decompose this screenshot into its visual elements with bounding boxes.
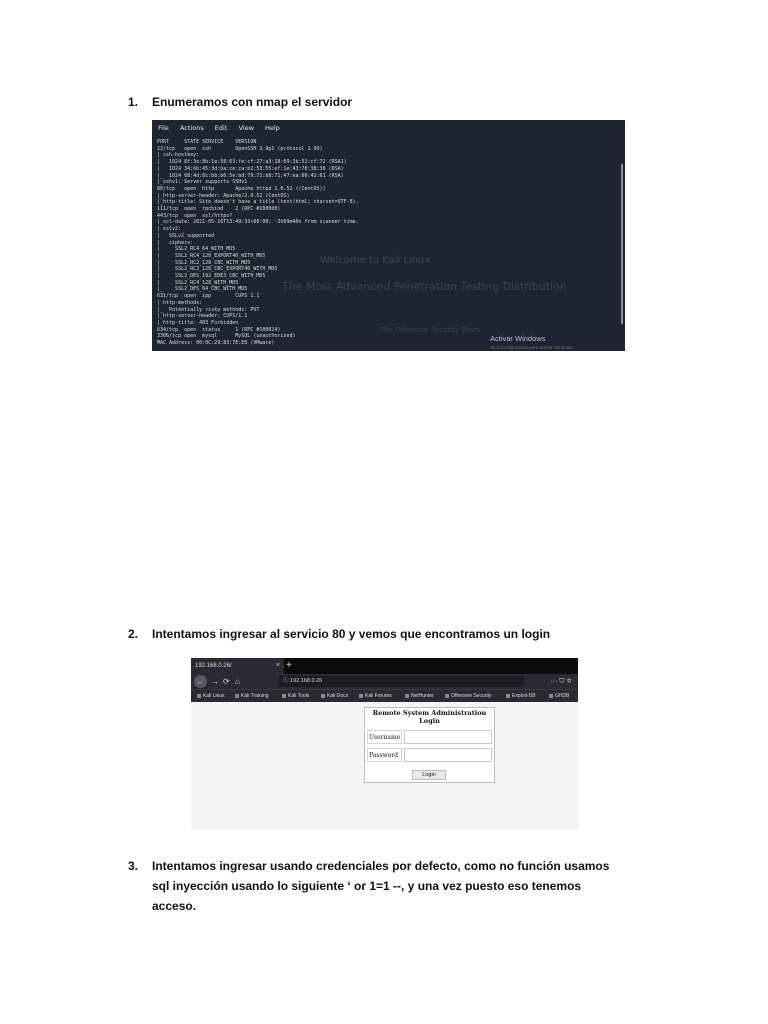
terminal-line: | sslv2:	[157, 226, 182, 233]
windows-activation-title: Activar Windows	[490, 334, 546, 343]
terminal-line: | SSL2_RC4_128_WITH_MD5	[157, 279, 239, 286]
tab-title: 192.168.0.26/	[195, 663, 232, 669]
terminal-line: | SSL2_DES_192_EDE3_CBC_WITH_MD5	[157, 273, 266, 280]
terminal-line: | ssh-hostkey:	[157, 152, 200, 159]
terminal-line: 631/tcp open ipp CUPS 1.1	[157, 293, 260, 300]
terminal-line: |_http-server-header: Apache/2.0.52 (CentOS)	[157, 192, 290, 199]
url-text: 192.168.0.26	[290, 678, 323, 684]
menu-edit[interactable]: Edit	[214, 124, 228, 132]
terminal-line: | SSL2_RC4_128_EXPORT40_WITH_MD5	[157, 252, 266, 259]
step-2	[128, 624, 551, 644]
bookmark-item[interactable]: Kali Training	[235, 690, 269, 702]
bookmarks-bar	[191, 689, 578, 702]
step-1	[128, 92, 353, 112]
terminal-line: 443/tcp open ssl/https?	[157, 212, 233, 219]
step-text: Enumeramos con nmap el servidor	[152, 95, 353, 109]
bookmark-item[interactable]: Kali Docs	[321, 690, 348, 702]
username-row	[367, 730, 492, 745]
bookmark-item[interactable]: Kali Linux	[197, 690, 225, 702]
url-bar[interactable]	[279, 676, 524, 687]
step-text: Intentamos ingresar usando credenciales por defecto, como no función usamos sql inyección usando lo siguiente ‘ or 1=1 --, y una vez puesto eso tenemos acceso.	[152, 859, 610, 913]
login-title	[365, 709, 494, 725]
menu-view[interactable]: View	[238, 124, 254, 132]
terminal-line: | SSL2_RC2_128_CBC_EXPORT40_WITH_MD5	[157, 266, 278, 273]
terminal-line: | 1024 8f:3e:8b:1e:58:63:fe:cf:27:a3:18:09:3b:52:cf:72 (RSA1)	[157, 159, 347, 166]
bookmark-item[interactable]: Kali Forums	[359, 690, 392, 702]
bookmark-item[interactable]: Kali Tools	[282, 690, 309, 702]
background-text: Welcome to Kali Linux	[320, 255, 431, 266]
terminal-scrollbar[interactable]	[621, 164, 623, 324]
menu-help[interactable]: Help	[264, 124, 280, 132]
terminal-screenshot	[152, 120, 625, 351]
login-title-line2: Login	[419, 717, 440, 725]
terminal-line: 3306/tcp open mysql MySQL (unauthorized)	[157, 333, 296, 340]
terminal-output	[157, 139, 359, 347]
terminal-line: | SSLv2 supported	[157, 232, 215, 239]
terminal-line: | SSL2_RC2_128_CBC_WITH_MD5	[157, 259, 251, 266]
terminal-line: 22/tcp open ssh OpenSSH 3.9p1 (protocol 1.99)	[157, 145, 323, 152]
home-icon[interactable]: ⌂	[235, 677, 240, 686]
forward-arrow-icon[interactable]: →	[211, 677, 219, 686]
terminal-line: |_ 1024 68:4d:8c:bb:b6:5e:bd:79:71:b8:71:47:ea:00:42:61 (RSA)	[157, 172, 344, 179]
terminal-line: |_sshv1: Server supports SSHv1	[157, 179, 248, 186]
login-title-line1: Remote System Administration	[372, 709, 487, 717]
terminal-line: 634/tcp open status 1 (RPC #100024)	[157, 326, 281, 333]
new-tab-icon[interactable]: +	[286, 660, 292, 671]
bookmark-item[interactable]: Exploit-DB	[506, 690, 536, 702]
url-actions-icons[interactable]: ··· ⛉ ☆	[550, 678, 572, 685]
bookmark-item[interactable]: Offensive Security	[445, 690, 491, 702]
login-form	[364, 707, 495, 783]
browser-tab[interactable]	[191, 658, 284, 674]
terminal-line: |_ SSL2_DES_64_CBC_WITH_MD5	[157, 286, 248, 293]
background-text: The Offensive Security Team	[380, 326, 481, 334]
password-field[interactable]	[404, 748, 492, 762]
terminal-line: |_ssl-date: 2021-05-16T13:49:33+00:00; -3h09m40s from scanner time.	[157, 219, 359, 226]
navigation-bar	[191, 674, 578, 689]
tab-bar	[191, 658, 578, 674]
step-3	[128, 856, 610, 913]
terminal-line: |_http-server-header: CUPS/1.1	[157, 313, 248, 320]
terminal-line: | 1024 34:6b:45:3d:ba:ce:ca:b2:53:55:ef:1e:43:70:38:36 (DSA)	[157, 165, 344, 172]
browser-screenshot	[191, 658, 578, 830]
step-number: 2.	[128, 627, 139, 641]
step-text: Intentamos ingresar al servicio 80 y vemos que encontramos un login	[152, 627, 551, 641]
login-button[interactable]: Login	[412, 770, 446, 780]
page-content	[191, 702, 578, 830]
bookmark-item[interactable]: GHDB	[549, 690, 569, 702]
password-row	[367, 748, 492, 763]
terminal-line: MAC Address: 00:0C:29:83:7E:E8 (VMware)	[157, 340, 275, 347]
back-arrow-icon[interactable]: ←	[194, 675, 207, 688]
info-icon: ⓘ	[283, 678, 291, 684]
username-label: Username	[367, 730, 402, 744]
background-text: The Most Advanced Penetration Testing Distribution	[282, 280, 567, 293]
menu-actions[interactable]: Actions	[179, 124, 204, 132]
step-number: 1.	[128, 95, 139, 109]
reload-icon[interactable]: ⟳	[223, 677, 230, 686]
terminal-line: 111/tcp open rpcbind 2 (RPC #100000)	[157, 206, 281, 213]
bookmark-item[interactable]: NetHunter	[405, 690, 434, 702]
terminal-line: PORT STATE SERVICE VERSION	[157, 139, 257, 145]
terminal-menu-bar	[158, 124, 289, 132]
close-icon[interactable]: ×	[275, 662, 280, 669]
terminal-line: | SSL2_RC4_64_WITH_MD5	[157, 246, 236, 253]
password-label: Password	[367, 748, 402, 762]
username-field[interactable]	[404, 730, 492, 744]
terminal-line: | ciphers:	[157, 239, 194, 246]
terminal-line: |_http-title: 403 Forbidden	[157, 319, 239, 326]
terminal-line: |_http-title: Site doesn't have a title (text/html; charset=UTF-8).	[157, 199, 359, 206]
terminal-line: 80/tcp open http Apache httpd 2.0.52 ((CentOS))	[157, 185, 326, 192]
menu-file[interactable]: File	[158, 124, 169, 132]
windows-activation-subtitle: Ve a Configuración para activar Windows.	[490, 345, 574, 350]
terminal-line: | http-methods:	[157, 299, 203, 306]
step-number: 3.	[128, 859, 139, 873]
terminal-line: |_ Potentially risky methods: PUT	[157, 306, 260, 313]
